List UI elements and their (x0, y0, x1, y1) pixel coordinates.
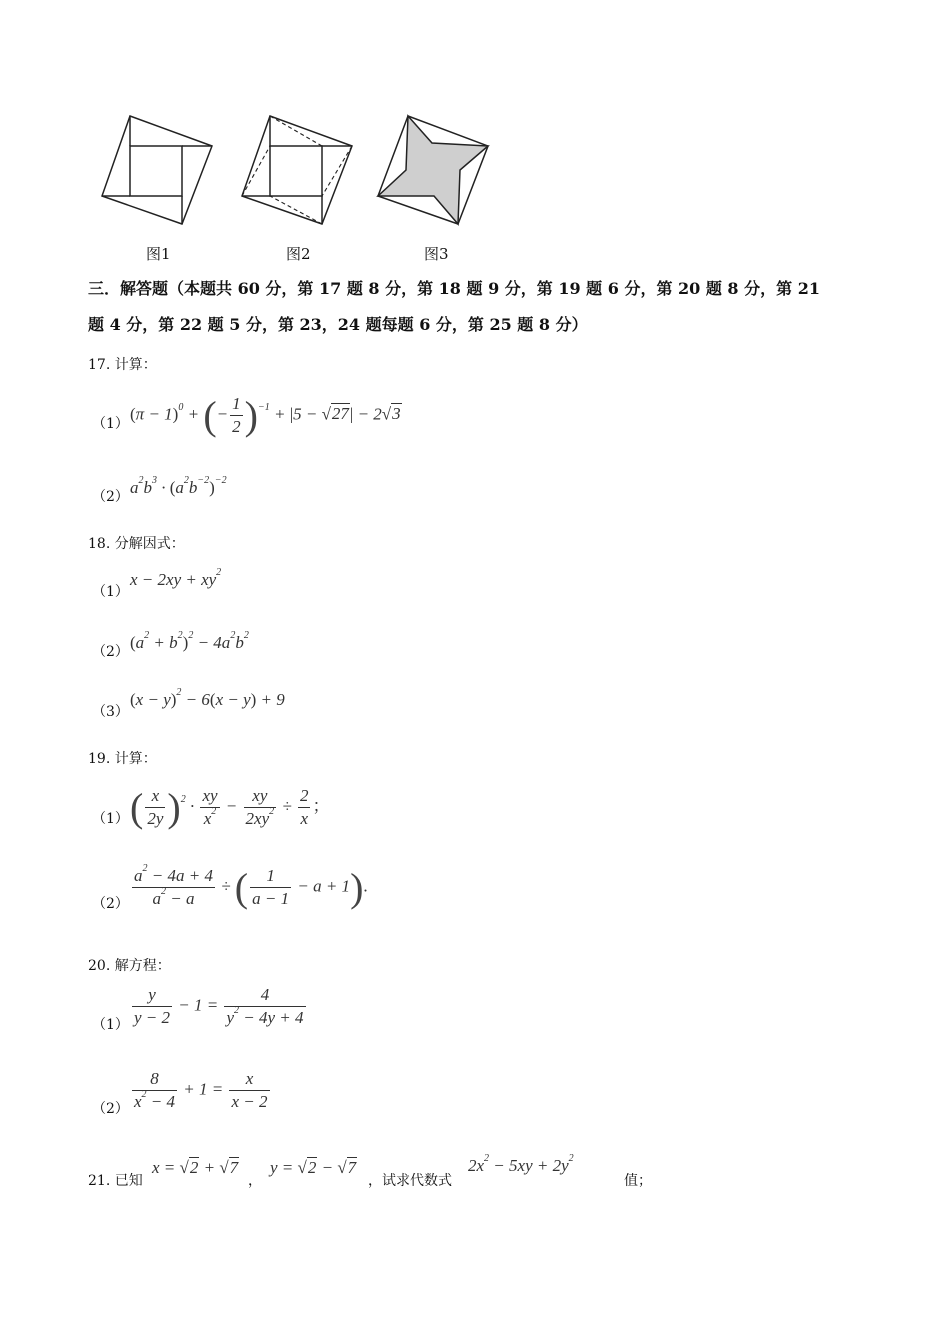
q19-part-2-formula: $\frac{a^2 - 4a + 4}{a^2 - a}$ ÷ ( $\frac{1}{a - 1}$ − a + 1). (134, 863, 368, 910)
q20-title: 20. 解方程： (88, 958, 171, 974)
q20-part-2-label: （2） (92, 1101, 129, 1117)
figure-1-outer-square (102, 116, 212, 224)
q17-part-1-label: （1） (92, 416, 129, 432)
section-heading-line-1: 三．解答题（本题共 60 分，第 17 题 8 分，第 18 题 9 分，第 19 题 6 分，第 20 题 8 分，第 21 (88, 279, 820, 298)
q20-part-2-formula: $\frac{8}{x^2 - 4}$ + 1 = $\frac{x}{x - 2}$ (134, 1069, 268, 1111)
q21-x-definition: x = √2 + √7 (152, 1158, 239, 1177)
q21-suffix: 值； (624, 1173, 652, 1189)
q18-part-3-formula: $(x - y)^2 - 6(x - y) + 9$ (130, 687, 285, 709)
figure-3-caption: 图3 (424, 245, 449, 263)
figure-3 (378, 116, 488, 224)
figures-area (90, 108, 510, 233)
figure-1 (102, 116, 212, 224)
q17-title: 17. 计算： (88, 357, 157, 373)
section-heading-line-2: 题 4 分，第 22 题 5 分，第 23，24 题每题 6 分，第 25 题 8 分） (88, 315, 588, 334)
q19-semicolon: ； (312, 796, 330, 816)
figure-2-inner-square (270, 146, 322, 196)
q21-y-definition: y = √2 − √7 (270, 1158, 357, 1177)
q20-part-1-formula: $\frac{y}{y - 2}$ − 1 = $\frac{4}{y^2 - 4y + 4}$ (134, 985, 304, 1027)
figure-2-caption: 图2 (286, 245, 311, 263)
figure-1-inner-square (130, 146, 182, 196)
q21-comma: ， (248, 1173, 262, 1189)
q19-part-1-label: （1） (92, 811, 129, 827)
q18-part-1-label: （1） (92, 584, 129, 600)
q21-mid-text: ，试求代数式 (368, 1173, 452, 1189)
q17-part-1-formula: $(\pi - 1)^0$ + (− $\frac{1}{2}$ )$^{-1}$ + |5 − √27| − 2√3 (130, 393, 401, 438)
q21-expression: $2x^2 - 5xy + 2y^2$ (468, 1153, 574, 1175)
q20-part-1-label: （1） (92, 1017, 129, 1033)
q17-part-2-formula: $a^2b^3 \cdot (a^2b^{-2})^{-2}$ (130, 475, 227, 497)
q21-prefix: 21. 已知 (88, 1173, 143, 1189)
q18-part-2-formula: $(a^2 + b^2)^2 - 4a^2b^2$ (130, 630, 249, 652)
q18-title: 18. 分解因式： (88, 536, 185, 552)
q19-period: . (363, 876, 368, 896)
q19-title: 19. 计算： (88, 751, 157, 767)
q18-part-2-label: （2） (92, 644, 129, 660)
q18-part-1-formula: $x - 2xy + xy^2$ (130, 567, 222, 589)
figure-3-shaded-star (378, 116, 488, 224)
figure-2 (242, 116, 352, 224)
figure-1-caption: 图1 (146, 245, 171, 263)
q17-part-2-label: （2） (92, 489, 129, 505)
q19-part-2-label: （2） (92, 896, 129, 912)
q18-part-3-label: （3） (92, 704, 129, 720)
q19-part-1-formula: ( $\frac{x}{2y}$ )$^2$ · $\frac{xy}{x^2}$ − $\frac{xy}{2xy^2}$ ÷ $\frac{2}{x}$ ； (130, 785, 330, 830)
